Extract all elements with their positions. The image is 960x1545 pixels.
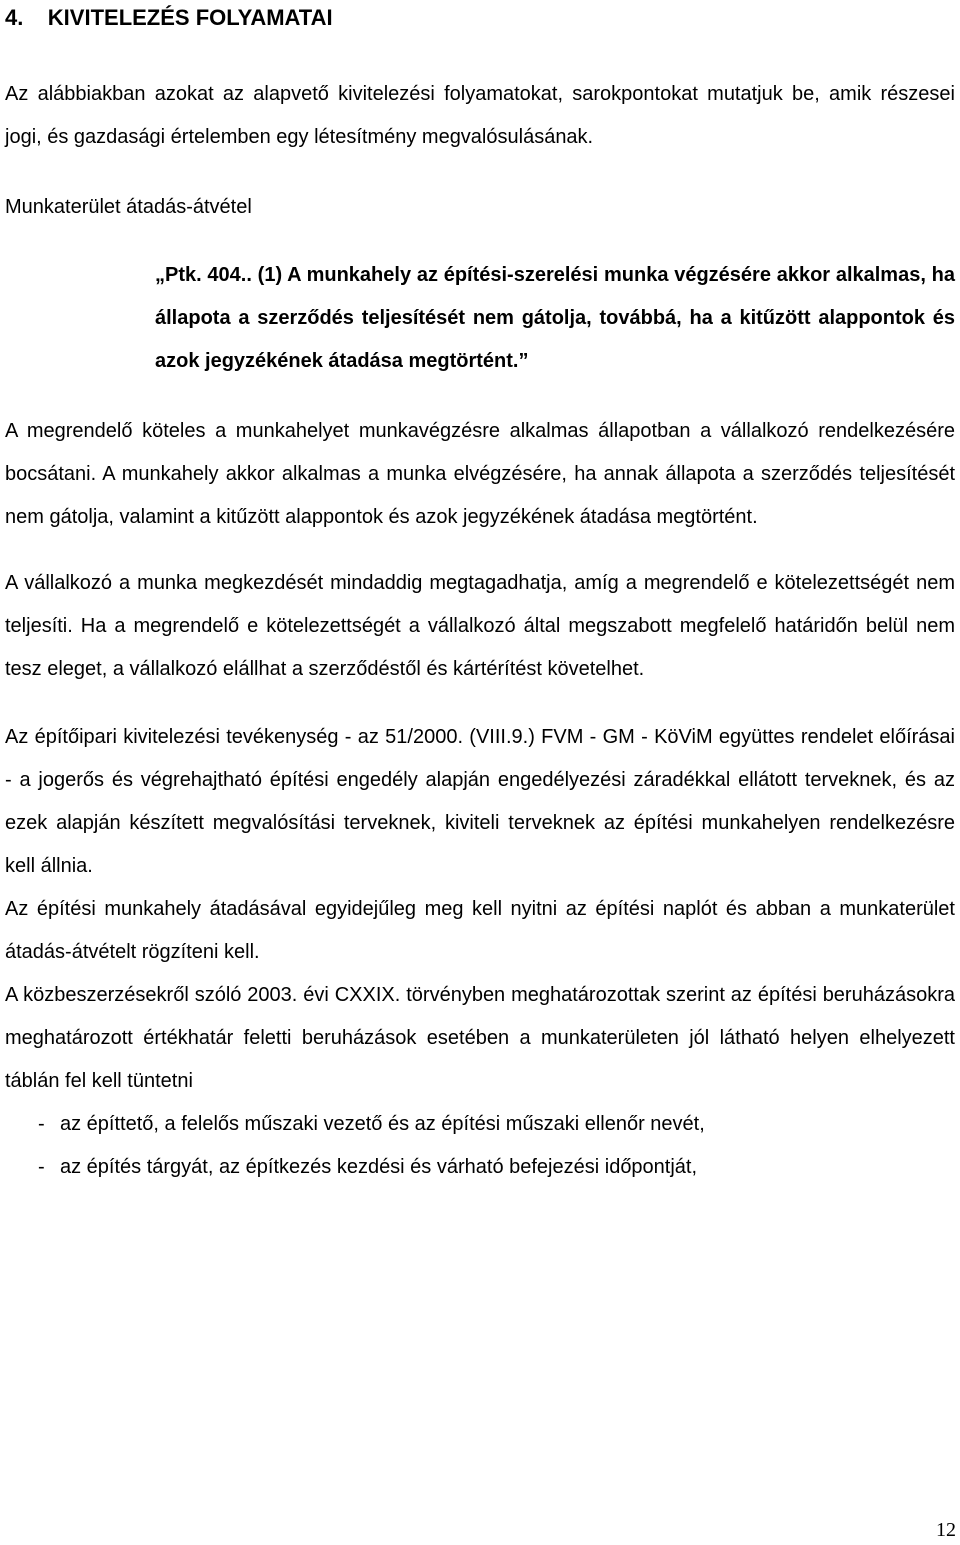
document-page [5, 0, 955, 1189]
list-item [5, 1103, 955, 1146]
subsection-title: Munkaterület átadás-átvétel [5, 196, 252, 218]
list-item [5, 1146, 955, 1189]
list-item-text: az építtető, a felelős műszaki vezető és az építési műszaki ellenőr nevét, [60, 1113, 705, 1135]
intro-paragraph: Az alábbiakban azokat az alapvető kivitelezési folyamatokat, sarokpontokat mutatjuk be, amik részesei jogi, és gazdasági értelemben egy létesítmény megvalósulásának. [5, 83, 955, 148]
list-marker: - [38, 1113, 45, 1135]
paragraph-3: Az építőipari kivitelezési tevékenység - az 51/2000. (VIII.9.) FVM - GM - KöViM együttes rendelet előírásai - a jogerős és végrehajtható építési engedély alapján engedélyezési záradékkal ellátott terveknek, és az ezek alapján készített megvalósítási terveknek, kiviteli terveknek az építési munkahelyen rendelkezésre kell állnia. [5, 726, 955, 877]
list-marker: - [38, 1156, 45, 1178]
page-number: 12 [936, 1519, 956, 1541]
requirements-list [5, 1103, 955, 1189]
legal-quote: „Ptk. 404.. (1) A munkahely az építési-szerelési munka végzésére akkor alkalmas, ha állapota a szerződés teljesítését nem gátolja, továbbá, ha a kitűzött alappontok és azok jegyzékének átadása megtörtént.” [155, 264, 955, 372]
list-item-text: az építés tárgyát, az építkezés kezdési és várható befejezési időpontját, [60, 1156, 698, 1178]
paragraph-5: A közbeszerzésekről szóló 2003. évi CXXIX. törvényben meghatározottak szerint az építési beruházásokra meghatározott értékhatár feletti beruházások esetében a munkaterületen jól látható helyen elhelyezett táblán fel kell tüntetni [5, 984, 955, 1092]
paragraph-1: A megrendelő köteles a munkahelyet munkavégzésre alkalmas állapotban a vállalkozó rendelkezésére bocsátani. A munkahely akkor alkalmas a munka elvégzésére, ha annak állapota a szerződés teljesítését nem gátolja, valamint a kitűzött alappontok és azok jegyzékének átadása megtörtént. [5, 420, 955, 528]
paragraph-4: Az építési munkahely átadásával egyidejűleg meg kell nyitni az építési naplót és abban a munkaterület átadás-átvételt rögzíteni kell. [5, 898, 955, 963]
paragraph-2: A vállalkozó a munka megkezdését mindaddig megtagadhatja, amíg a megrendelő e kötelezettségét nem teljesíti. Ha a megrendelő e kötelezettségét a vállalkozó által megszabott megfelelő határidőn belül nem tesz eleget, a vállalkozó elállhat a szerződéstől és kártérítést követelhet. [5, 572, 955, 680]
section-heading: 4. KIVITELEZÉS FOLYAMATAI [5, 5, 333, 30]
